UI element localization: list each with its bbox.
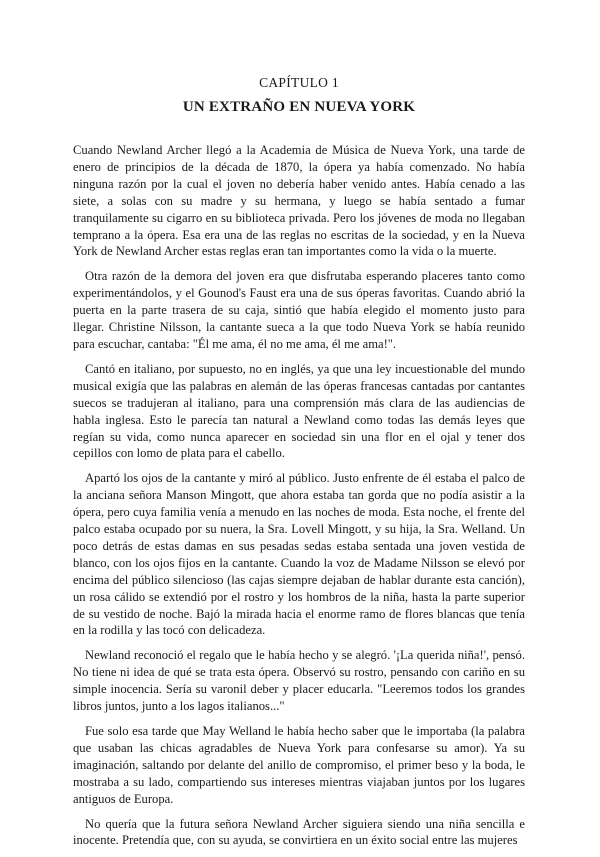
paragraph-2: Otra razón de la demora del joven era que disfrutaba esperando placeres tanto como experimentándolos, y el Gounod's Faust era una de sus óperas favoritas. Cuando abrió la puerta en la parte trasera de su caja, sintió que había elegido el momento justo para llegar. Christine Nilsson, la cantante sueca a la que todo Nueva York se había reunido para escuchar, cantaba: "Él me ama, él no me ama, él me ama!". — [73, 269, 525, 351]
paragraph-7: No quería que la futura señora Newland Archer siguiera siendo una niña sencilla e inocente. Pretendía que, con su ayuda, se convirtiera en un éxito social entre las mujeres — [73, 816, 525, 848]
paragraph-1: Cuando Newland Archer llegó a la Academia de Música de Nueva York, una tarde de enero de principios de la década de 1870, la ópera ya había comenzado. No había ninguna razón por la cual el joven no debería haber venido antes. Había cenado a las siete, a solas con su madre y su hermana, y luego se había sentado a fumar tranquilamente su cigarro en su biblioteca privada. Pero los jóvenes de moda no llegaban temprano a la ópera. Esa era una de las reglas no escritas de la sociedad, y en la Nueva York de Newland Archer estas reglas eran tan importantes como la vida o la muerte. — [73, 143, 525, 259]
document-page — [73, 72, 525, 857]
chapter-title: UN EXTRAÑO EN NUEVA YORK — [182, 99, 416, 115]
paragraph-3: Cantó en italiano, por supuesto, no en inglés, ya que una ley incuestionable del mundo musical exigía que las palabras en alemán de las óperas francesas cantadas por cantantes suecos se tradujeran al italiano, para una comprensión más clara de las audiencias de habla inglesa. Esto le parecía tan natural a Newland como todas las demás leyes que regían su vida, como nunca aparecer en sociedad sin una flor en el ojal y tener dos cepillos con lomo de plata para el cabello. — [73, 361, 525, 461]
paragraph-4: Apartó los ojos de la cantante y miró al público. Justo enfrente de él estaba el palco de la anciana señora Manson Mingott, que ahora estaba tan gorda que no podía asistir a la ópera, pero cuya familia venía a menudo en las noches de moda. Esta noche, el frente del palco estaba ocupado por su nuera, la Sra. Lovell Mingott, y su hija, la Sra. Welland. Un poco detrás de estas damas en sus pesadas sedas estaba sentada una joven vestida de blanco, con los ojos fijos en la cantante. Cuando la voz de Madame Nilsson se elevó por encima del público silencioso (las cajas siempre dejaban de hablar durante esta canción), un rosa cálido se extendió por el rostro y los hombros de la niña, hasta la parte superior de su vestido de noche. Bajó la mirada hacia el enorme ramo de flores blancas que tenía en la rodilla y las tocó con delicadeza. — [73, 471, 525, 638]
paragraph-6: Fue solo esa tarde que May Welland le había hecho saber que le importaba (la palabra que usaban las chicas agradables de Nueva York para confesarse su amor). Ya su imaginación, saltando por delante del anillo de compromiso, el primer beso y la boda, le mostraba a su lado, compartiendo sus intereses mientras viajaban juntos por los lugares antiguos de Europa. — [73, 724, 525, 806]
chapter-label: CAPÍTULO 1 — [259, 75, 339, 90]
paragraph-5: Newland reconoció el regalo que le había hecho y se alegró. '¡La querida niña!', pensó. No tiene ni idea de qué se trata esta ópera. Observó su rostro, pensando con cariño en su simple inocencia. Sería su varonil deber y placer educarla. "Leeremos todos los grandes libros juntos, junto a los lagos italianos..." — [73, 648, 525, 714]
